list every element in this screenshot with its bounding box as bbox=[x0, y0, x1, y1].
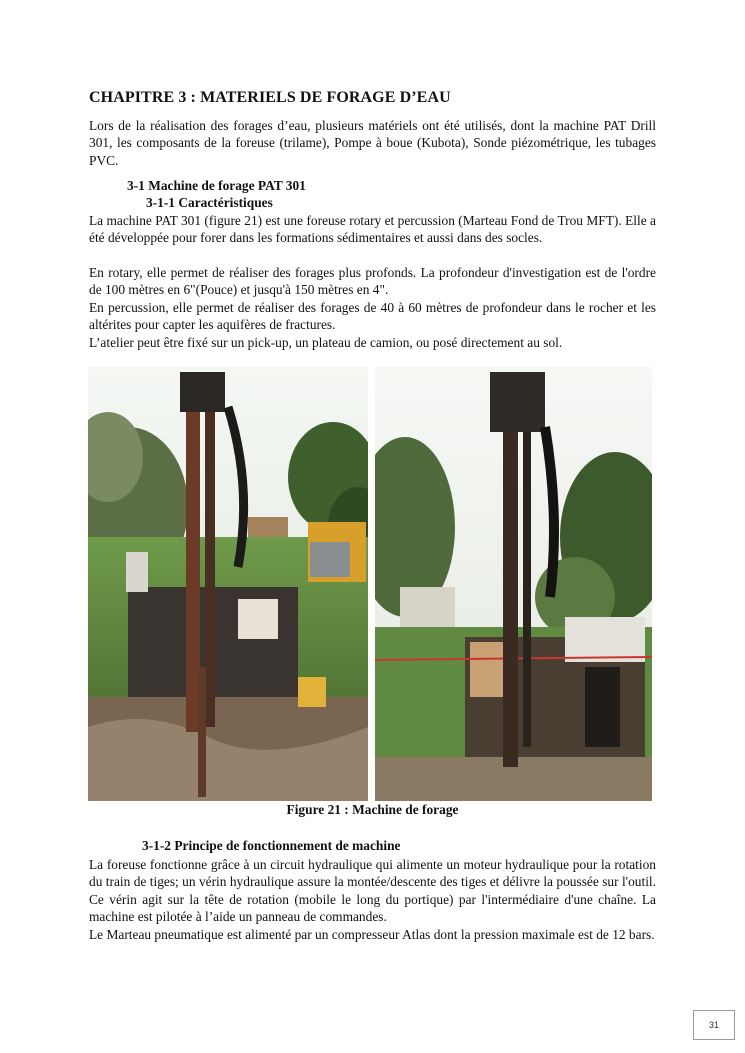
paragraph-mounting: L’atelier peut être fixé sur un pick-up, un plateau de camion, ou posé directement au sol. bbox=[89, 335, 563, 350]
paragraph-characteristics: La machine PAT 301 (figure 21) est une foreuse rotary et percussion (Marteau Fond de Trou MFT). Elle a été développée pour forer dans les formations sédimentaires et aussi dans des socles. bbox=[89, 213, 656, 246]
drilling-machine-photo-right bbox=[375, 367, 652, 801]
section-3-1-2-heading: 3-1-2 Principe de fonctionnement de machine bbox=[142, 838, 401, 853]
figure-21-caption: Figure 21 : Machine de forage bbox=[286, 802, 459, 817]
paragraph-pneumatic-hammer: Le Marteau pneumatique est alimenté par un compresseur Atlas dont la pression maximale est de 12 bars. bbox=[89, 927, 655, 942]
paragraph-operating-principle: La foreuse fonctionne grâce à un circuit hydraulique qui alimente un moteur hydraulique pour la rotation du train de tiges; un vérin hydraulique assure la montée/descente des tiges et délivre la poussée sur l'outil. Ce vérin agit sur la tête de rotation (mobile le long du portique) par l'intermédiaire d'une chaîne. La machine est pilotée à l’aide un panneau de commandes. bbox=[89, 857, 656, 925]
page-number: 31 bbox=[693, 1010, 735, 1040]
intro-paragraph: Lors de la réalisation des forages d’eau, plusieurs matériels ont été utilisés, dont la machine PAT Drill 301, les composants de la foreuse (trilame), Pompe à boue (Kubota), Sonde piézométrique, les tubages PVC. bbox=[89, 118, 656, 168]
section-3-1-1-heading: 3-1-1 Caractéristiques bbox=[146, 195, 273, 210]
chapter-title: CHAPITRE 3 : MATERIELS DE FORAGE D’EAU bbox=[89, 89, 451, 106]
paragraph-percussion: En percussion, elle permet de réaliser des forages de 40 à 60 mètres de profondeur dans le rocher et les altérites pour capter les aquifères de fractures. bbox=[89, 300, 656, 333]
drilling-machine-photo-left bbox=[88, 367, 368, 801]
section-3-1-heading: 3-1 Machine de forage PAT 301 bbox=[127, 178, 306, 193]
paragraph-rotary: En rotary, elle permet de réaliser des forages plus profonds. La profondeur d'investigation est de l'ordre de 100 mètres en 6"(Pouce) et jusqu'à 150 mètres en 4". bbox=[89, 265, 656, 298]
